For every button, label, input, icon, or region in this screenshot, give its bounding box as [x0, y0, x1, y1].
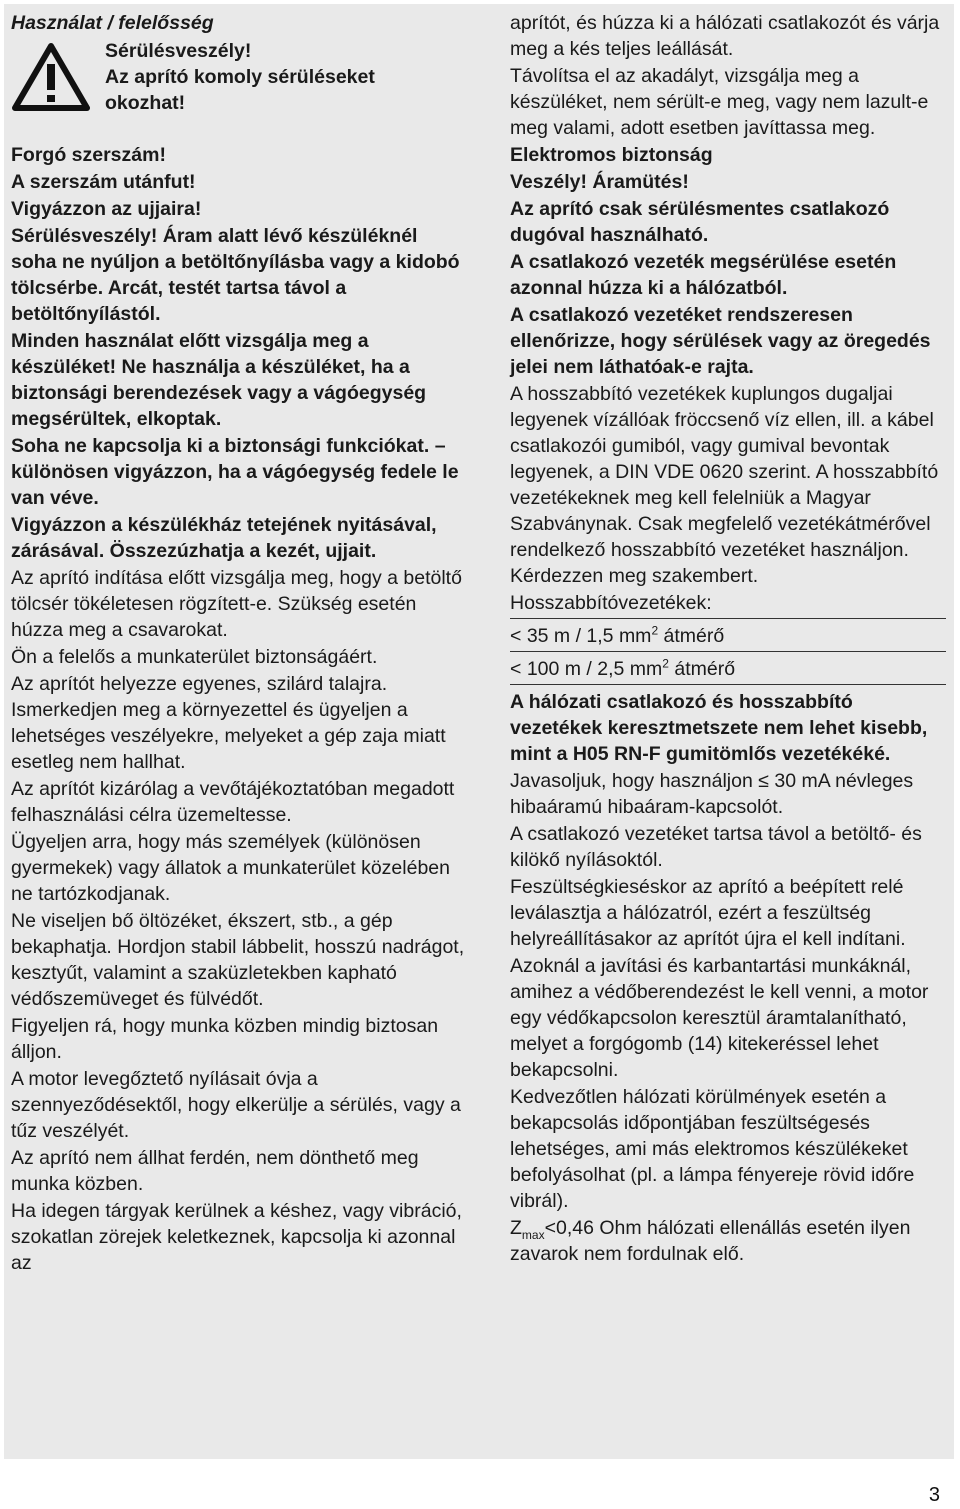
left-column [11, 10, 466, 1277]
bold-paragraph: Az aprító csak sérülésmentes csatlakozó dugóval használható. [510, 198, 890, 246]
paragraph: A hosszabbító vezetékek kuplungos dugaljai legyenek vízállóak fröccsenő víz ellen, ill. a kábel csatlakozói gumiból, vagy gumival bevontak legyenek, a DIN VDE 0620 szerint. A hosszabbító vezetékeknek meg kell felelniük a Magyar Szabványnak. Csak megfelelő vezetékátmérővel rendelkező hosszabbító vezetéket használjon. Kérdezzen meg szakembert. [510, 383, 939, 587]
paragraph: aprítót, és húzza ki a hálózati csatlakozót és várja meg a kés teljes leállását. [510, 12, 940, 60]
warning-triangle-icon [12, 42, 90, 112]
paragraph: A motor levegőztető nyílásait óvja a szennyeződésektől, hogy elkerülje a sérülés, vagy a tűz veszélyét. [11, 1068, 461, 1142]
bold-paragraph: Vigyázzon az ujjaira! [11, 198, 202, 220]
section-heading: Használat / felelősség [11, 12, 214, 34]
extension-suffix: átmérő [674, 658, 736, 680]
extension-length: 100 m / 2,5 mm [526, 658, 663, 680]
extension-length: 35 m / 1,5 mm [526, 625, 652, 647]
extension-suffix: átmérő [663, 625, 725, 647]
rcd-post: névleges hibaáramú hibaáram-kapcsolót. [510, 770, 914, 818]
warning-line: Az aprító komoly sérüléseket [105, 66, 375, 88]
warning-block [11, 38, 466, 142]
page-number: 3 [928, 1484, 940, 1506]
bold-paragraph: Minden használat előtt vizsgálja meg a készüléket! Ne használja a készüléket, ha a biztonsági berendezések vagy a vágóegység megsérültek, elkoptak. [11, 330, 427, 430]
less-equal-symbol: ≤ [758, 770, 769, 792]
z-rest: <0,46 Ohm hálózati ellenállás esetén ilyen zavarok nem fordulnak elő. [510, 1217, 911, 1265]
bold-paragraph: Soha ne kapcsolja ki a biztonsági funkciókat. – különösen vigyázzon, ha a vágóegység fedele le van véve. [11, 435, 459, 509]
bold-paragraph: A szerszám utánfut! [11, 171, 196, 193]
less-than-symbol: < [510, 658, 522, 680]
warning-line: Sérülésveszély! [105, 40, 252, 62]
paragraph: Az aprítót kizárólag a vevőtájékoztatóban megadott felhasználási célra üzemeltesse. [11, 778, 455, 826]
extension-row [510, 623, 946, 652]
bold-paragraph: Sérülésveszély! Áram alatt lévő készüléknél soha ne nyúljon a betöltőnyílásba vagy a kidobó tölcsérbe. Arcát, testét tartsa távol a betöltőnyílástól. [11, 225, 460, 325]
rcd-value: 30 mA [774, 770, 830, 792]
paragraph: Kedvezőtlen hálózati körülmények esetén a bekapcsolás időpontjában feszültségesés lehetséges, ami más elektromos készülékeket befolyásolhat (pl. a lámpa fényereje rövid időre vibrál). [510, 1086, 915, 1212]
extension-title: Hosszabbítóvezetékek: [510, 590, 946, 619]
z-symbol: Z [510, 1217, 522, 1239]
paragraph: Feszültségkieséskor az aprító a beépített relé leválasztja a hálózatról, ezért a feszültség helyreállításakor az aprítót újra el kell indítani. [510, 876, 906, 950]
superscript: 2 [651, 623, 659, 638]
paragraph: Ha idegen tárgyak kerülnek a késhez, vagy vibráció, szokatlan zörejek keletkeznek, kapcsolja ki azonnal az [11, 1200, 462, 1274]
paragraph: Ügyeljen arra, hogy más személyek (különösen gyermekek) vagy állatok a munkaterület közelében ne tartózkodjanak. [11, 831, 450, 905]
bold-paragraph: Vigyázzon a készülékház tetejének nyitásával, zárásával. Összezúzhatja a kezét, ujjait. [11, 514, 437, 562]
paragraph: Az aprító nem állhat ferdén, nem dönthető meg munka közben. [11, 1147, 419, 1195]
paragraph: Az aprító indítása előtt vizsgálja meg, hogy a betöltő tölcsér tökéletesen rögzített-e. Szükség esetén húzza meg a csavarokat. [11, 567, 462, 641]
rcd-paragraph [510, 768, 946, 820]
paragraph: Távolítsa el az akadályt, vizsgálja meg a készüléket, nem sérült-e meg, vagy nem lazult-e meg valami, adott esetben javíttassa meg. [510, 65, 929, 139]
paragraph: Ne viseljen bő öltözéket, ékszert, stb., a gép bekaphatja. Hordjon stabil lábbelit, hosszú nadrágot, kesztyűt, valamint a szaküzletekben kapható védőszemüveget és fülvédőt. [11, 910, 465, 1010]
extension-row [510, 656, 946, 685]
impedance-paragraph [510, 1215, 946, 1267]
paragraph: Az aprítót helyezze egyenes, szilárd talajra. Ismerkedjen meg a környezettel és ügyeljen a lehetséges veszélyekre, melyeket a gép zaja miatt esetleg nem hallhat. [11, 673, 446, 773]
z-subscript: max [521, 1227, 545, 1242]
rcd-pre: Javasoljuk, hogy használjon [510, 770, 753, 792]
paragraph: A csatlakozó vezetéket tartsa távol a betöltő- és kilökő nyílásoktól. [510, 823, 922, 871]
paragraph: Figyeljen rá, hogy munka közben mindig biztosan álljon. [11, 1015, 439, 1063]
danger-label: Veszély! Áramütés! [510, 171, 689, 193]
superscript: 2 [662, 656, 669, 671]
bold-paragraph: Forgó szerszám! [11, 144, 166, 166]
section-title: Elektromos biztonság [510, 144, 713, 166]
less-than-symbol: < [510, 625, 522, 647]
warning-line: okozhat! [105, 92, 186, 114]
bold-paragraph: A csatlakozó vezetéket rendszeresen ellenőrizze, hogy sérülések vagy az öregedés jelei nem láthatóak-e rajta. [510, 304, 931, 378]
paragraph: Azoknál a javítási és karbantartási munkáknál, amihez a védőberendezést le kell venni, a motor egy védőkapcsolon keresztül áramtalanítható, melyet a forgógomb (14) kitekeréssel lehet bekapcsolni. [510, 955, 929, 1081]
right-column [510, 10, 946, 1268]
paragraph: Ön a felelős a munkaterület biztonságáért. [11, 646, 378, 668]
bold-paragraph: A csatlakozó vezeték megsérülése esetén azonnal húzza ki a hálózatból. [510, 251, 897, 299]
bold-paragraph: A hálózati csatlakozó és hosszabbító vezetékek keresztmetszete nem lehet kisebb, mint a H05 RN-F gumitömlős vezetékéké. [510, 691, 928, 765]
warning-text [105, 38, 375, 116]
